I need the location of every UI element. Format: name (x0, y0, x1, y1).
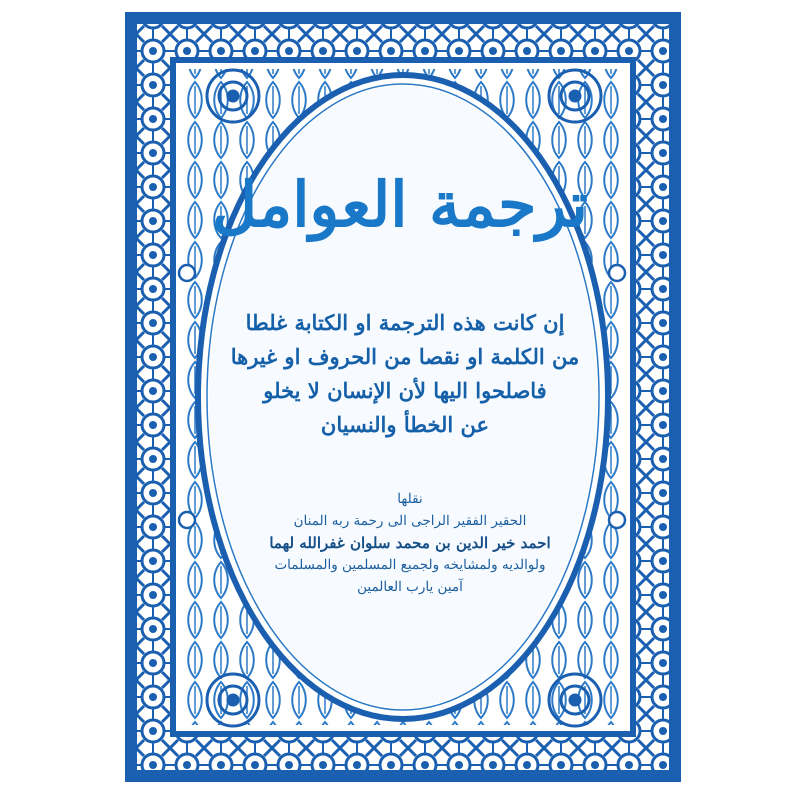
credits-line-3: ولوالديه ولمشايخه ولجميع المسلمين والمسلمات (274, 557, 546, 573)
credits-heading: نقلها (397, 491, 423, 507)
errata-notice (190, 306, 620, 442)
author-name: احمد خير الدين بن محمد سلوان غفرالله لهما (269, 534, 551, 552)
notice-line-3: فاصلحوا اليها لأن الإنسان لا يخلو (263, 378, 547, 403)
credits-line-1: الحقير الفقير الراجى الى رحمة ربه المنان (293, 513, 527, 529)
notice-line-1: إن كانت هذه الترجمة او الكتابة غلطا (245, 310, 565, 335)
notice-line-4: عن الخطأ والنسيان (320, 412, 490, 437)
credits-line-4: آمين يارب العالمين (357, 579, 463, 595)
transcriber-credits (200, 488, 620, 598)
book-title: ترجمة العوامل (212, 168, 588, 241)
notice-line-2: من الكلمة او نقصا من الحروف او غيرها (230, 344, 580, 369)
